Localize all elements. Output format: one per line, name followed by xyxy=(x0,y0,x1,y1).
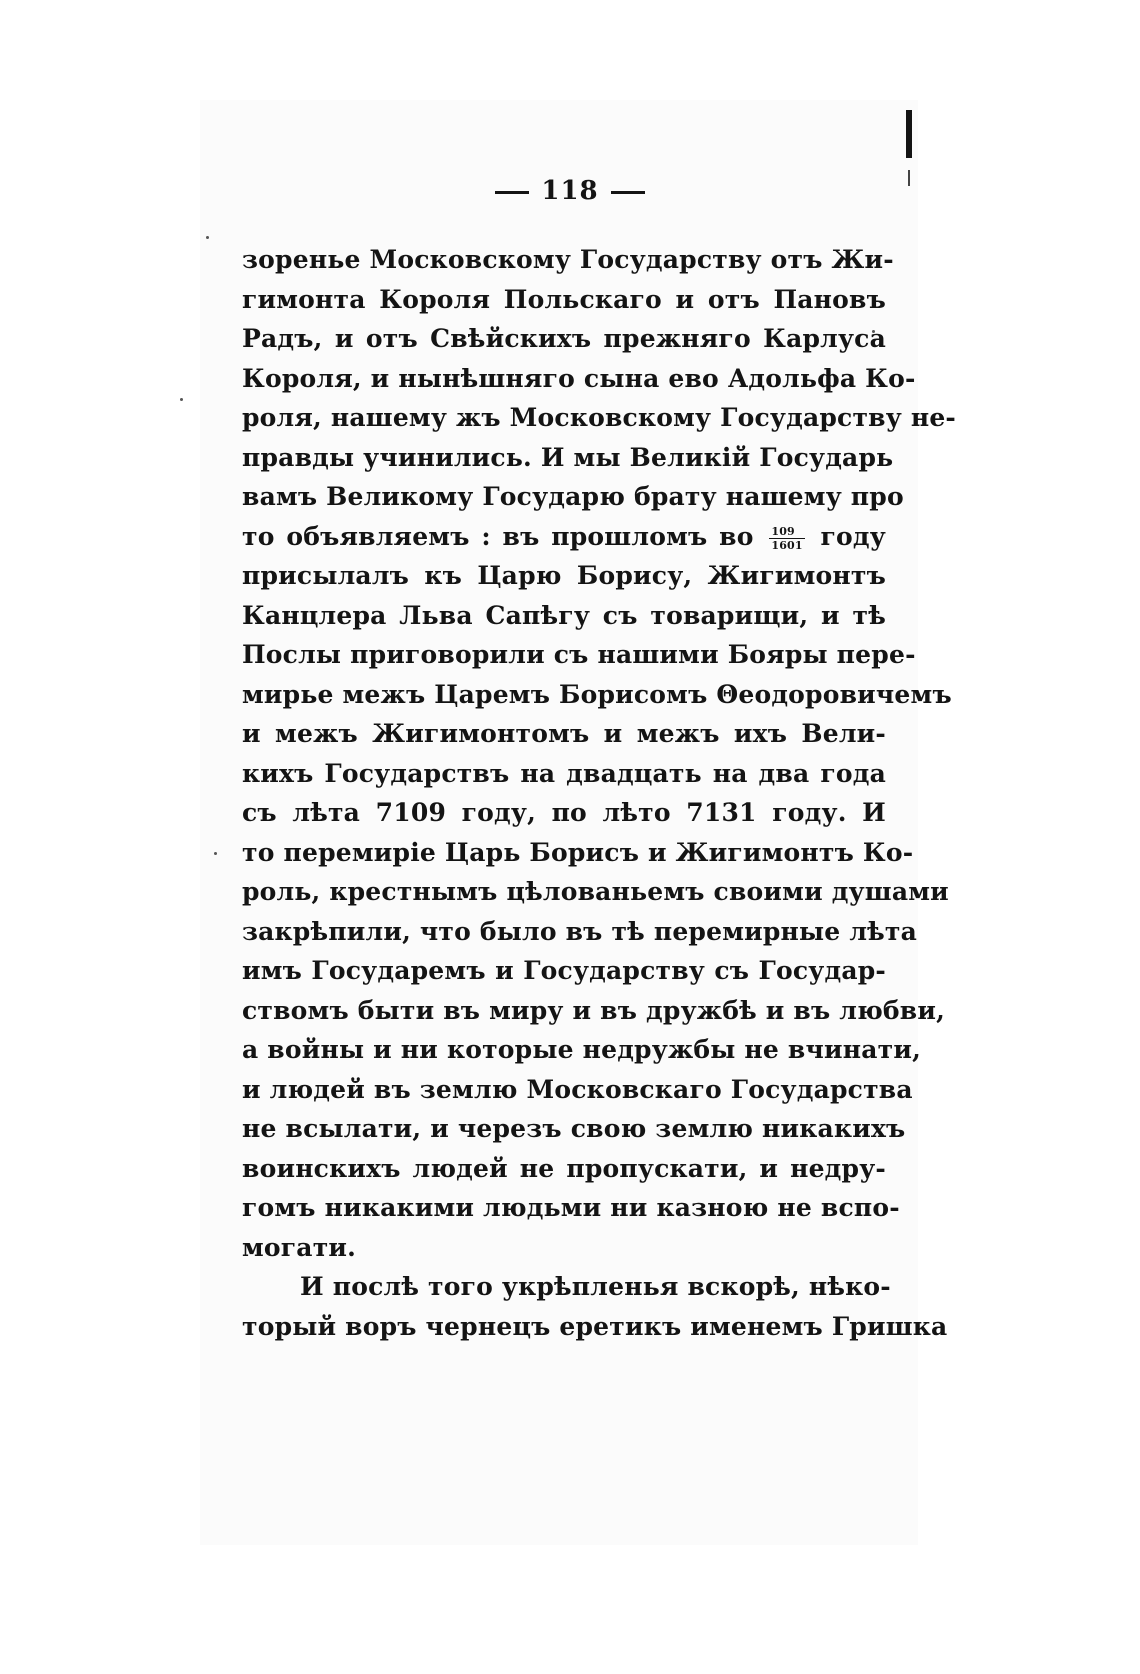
speck xyxy=(214,852,217,855)
speck xyxy=(206,236,209,239)
text-line: не всылати, и черезъ свою землю никакихъ xyxy=(242,1114,906,1143)
text-line: гимонта Короля Польскаго и отъ Пановъ xyxy=(242,284,886,314)
text-line: Послы приговорили съ нашими Бояры пере- xyxy=(242,640,916,669)
header-dash-left xyxy=(495,191,529,194)
page-header xyxy=(0,176,1140,206)
text-line: мирье межъ Царемъ Борисомъ Θеодоровичемъ xyxy=(242,679,952,709)
fraction-denominator: 1601 xyxy=(771,538,803,552)
text-line: Радъ, и отъ Свѣйскихъ прежняго Карлуса xyxy=(242,324,886,353)
text-line: Короля, и нынѣшняго сына ево Адольфа Ко- xyxy=(242,363,916,393)
text-line-with-fraction xyxy=(242,517,886,557)
body-text xyxy=(242,240,956,1346)
fraction-numerator: 109 xyxy=(769,526,804,539)
text-line: то перемиріе Царь Борисъ и Жигимонтъ Ко- xyxy=(242,837,914,867)
text-line: имъ Государемъ и Государству съ Государ- xyxy=(242,956,886,985)
page-number: 118 xyxy=(541,176,599,206)
text-line: правды учинились. И мы Великій Государь xyxy=(242,442,894,472)
text-line: съ лѣта 7109 году, по лѣто 7131 году. И xyxy=(242,798,886,827)
text-line: гомъ никакими людьми ни казною не вспо- xyxy=(242,1193,900,1222)
text-line: Канцлера Льва Сапѣгу съ товарищи, и тѣ xyxy=(242,600,886,630)
text-line: кихъ Государствъ на двадцать на два года xyxy=(242,758,886,788)
text-line: закрѣпили, что было въ тѣ перемирные лѣта xyxy=(242,916,918,946)
text-line: торый воръ чернецъ еретикъ именемъ Гришка xyxy=(242,1311,948,1341)
text-line: роля, нашему жъ Московскому Государству не- xyxy=(242,403,956,432)
header-dash-right xyxy=(611,191,645,194)
text-line: присылалъ къ Царю Борису, Жигимонтъ xyxy=(242,561,886,590)
margin-mark xyxy=(906,110,912,158)
text-line: вамъ Великому Государю брату нашему про xyxy=(242,482,904,511)
line-segment: то объявляемъ : въ прошломъ во xyxy=(242,521,754,551)
text-line: могати. xyxy=(242,1232,357,1262)
text-line: воинскихъ людей не пропускати, и недру- xyxy=(242,1153,886,1183)
text-line: и людей въ землю Московскаго Государства xyxy=(242,1074,913,1104)
text-line: ствомъ быти въ миру и въ дружбѣ и въ любви, xyxy=(242,995,946,1025)
year-fraction xyxy=(769,526,804,551)
text-line: зоренье Московскому Государству отъ Жи- xyxy=(242,245,894,274)
text-line: роль, крестнымъ цѣлованьемъ своими душами xyxy=(242,877,949,906)
text-line: и межъ Жигимонтомъ и межъ ихъ Вели- xyxy=(242,719,886,748)
line-segment: году xyxy=(820,521,886,551)
speck xyxy=(180,398,183,401)
text-line: И послѣ того укрѣпленья вскорѣ, нѣко- xyxy=(300,1272,891,1301)
text-line: а войны и ни которые недружбы не вчинати, xyxy=(242,1035,921,1064)
